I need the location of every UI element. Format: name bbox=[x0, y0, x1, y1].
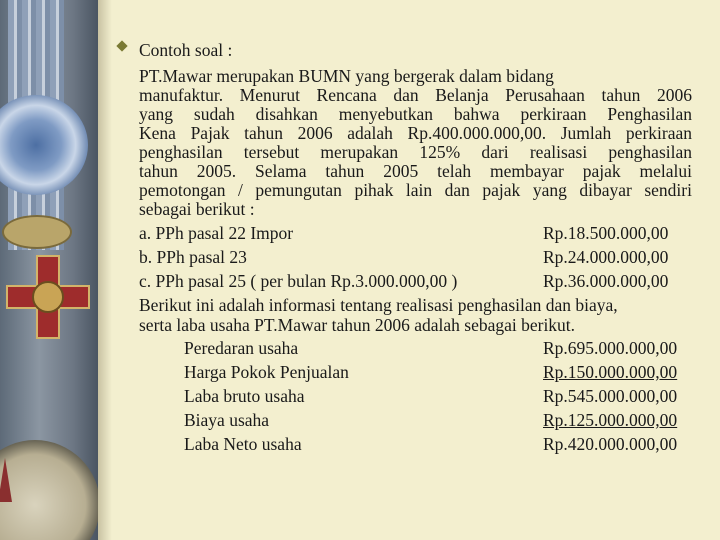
paragraph-line: yang sudah disahkan menyebutkan bahwa perkiraan Penghasilan bbox=[139, 104, 692, 124]
income-label: Laba bruto usaha bbox=[184, 386, 305, 406]
ribbon-rosette bbox=[0, 95, 88, 195]
income-amount: Rp.545.000.000,00 bbox=[543, 386, 678, 406]
paragraph-line: manufaktur. Menurut Rencana dan Belanja Perusahaan tahun 2006 bbox=[139, 85, 692, 105]
tax-amount: Rp.18.500.000,00 bbox=[543, 223, 669, 243]
tax-label: c. PPh pasal 25 ( per bulan Rp.3.000.000,00 ) bbox=[139, 271, 458, 291]
decorative-side-image bbox=[0, 0, 98, 540]
income-amount: Rp.420.000.000,00 bbox=[543, 434, 678, 454]
paragraph-line: tahun 2005. Selama tahun 2005 telah membayar pajak melalui bbox=[139, 161, 692, 181]
slide-content bbox=[112, 0, 712, 540]
image-shadow-edge bbox=[98, 0, 112, 540]
compass-icon bbox=[0, 440, 98, 540]
income-label: Peredaran usaha bbox=[184, 338, 299, 358]
income-amount: Rp.150.000.000,00 bbox=[543, 362, 678, 382]
heading: Contoh soal : bbox=[139, 40, 233, 60]
info-line: Berikut ini adalah informasi tentang realisasi penghasilan dan biaya, bbox=[139, 295, 618, 315]
paragraph-line: PT.Mawar merupakan BUMN yang bergerak dalam bidang bbox=[139, 66, 554, 86]
tax-amount: Rp.36.000.000,00 bbox=[543, 271, 669, 291]
tax-label: a. PPh pasal 22 Impor bbox=[139, 223, 294, 243]
income-amount: Rp.695.000.000,00 bbox=[543, 338, 678, 358]
diamond-bullet-icon bbox=[116, 40, 127, 51]
paragraph-line: penghasilan tersebut merupakan 125% dari realisasi penghasilan bbox=[139, 142, 692, 162]
paragraph-line: Kena Pajak tahun 2006 adalah Rp.400.000.000,00. Jumlah perkiraan bbox=[139, 123, 692, 143]
paragraph-line: sebagai berikut : bbox=[139, 199, 255, 219]
income-amount: Rp.125.000.000,00 bbox=[543, 410, 678, 430]
tax-amount: Rp.24.000.000,00 bbox=[543, 247, 669, 267]
medal-cross-icon bbox=[6, 255, 90, 339]
medal-ring bbox=[2, 215, 72, 249]
income-label: Laba Neto usaha bbox=[184, 434, 302, 454]
paragraph-line: pemotongan / pemungutan pihak lain dan pajak yang dibayar sendiri bbox=[139, 180, 692, 200]
income-label: Harga Pokok Penjualan bbox=[184, 362, 349, 382]
info-line: serta laba usaha PT.Mawar tahun 2006 adalah sebagai berikut. bbox=[139, 315, 576, 335]
tax-label: b. PPh pasal 23 bbox=[139, 247, 247, 267]
income-label: Biaya usaha bbox=[184, 410, 270, 430]
